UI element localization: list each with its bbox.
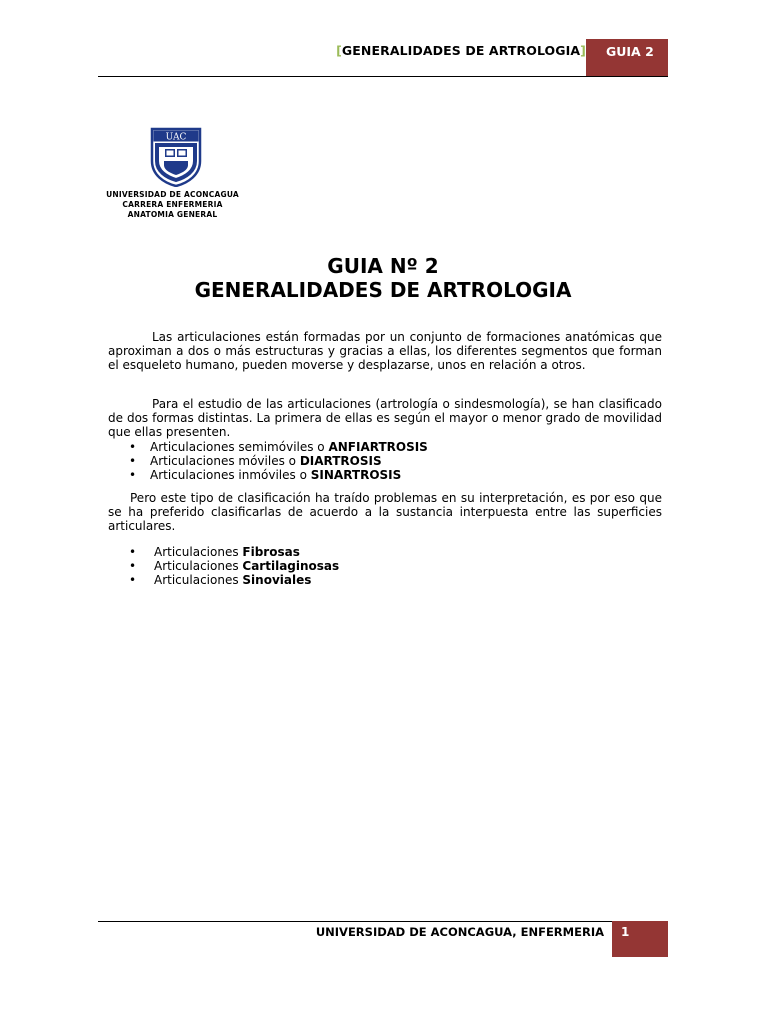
header-guide-badge: GUIA 2 bbox=[586, 39, 668, 76]
list-item-text: Articulaciones semimóviles o bbox=[150, 440, 329, 454]
bullet-icon: • bbox=[129, 545, 137, 559]
page-subtitle: GENERALIDADES DE ARTROLOGIA bbox=[194, 278, 572, 302]
logo-text: UAC bbox=[165, 132, 187, 143]
institution-name: UNIVERSIDAD DE ACONCAGUA bbox=[106, 190, 239, 199]
list-item-text: Articulaciones bbox=[154, 572, 243, 587]
header-title-text: GENERALIDADES DE ARTROLOGIA bbox=[341, 43, 581, 58]
university-crest-icon bbox=[150, 127, 202, 187]
list-item-term: Sinoviales bbox=[242, 572, 312, 587]
list-item-term: DIARTROSIS bbox=[299, 453, 382, 468]
list-item-text: Articulaciones móviles o bbox=[150, 453, 300, 468]
institution-course: ANATOMIA GENERAL bbox=[127, 210, 218, 219]
list-item bbox=[108, 574, 339, 588]
header-bracket-open: [ bbox=[336, 43, 342, 58]
paragraph-substance bbox=[108, 492, 662, 533]
list-item bbox=[108, 441, 428, 455]
mobility-list bbox=[108, 441, 428, 482]
institution-block bbox=[100, 190, 245, 220]
paragraph-substance-text: Pero este tipo de clasificación ha traído problemas en su interpretación, es por eso que se ha preferido clasificarlas de acuerdo a la sustancia interpuesta entre las superficies articulares. bbox=[108, 491, 662, 533]
list-item-text: Articulaciones bbox=[154, 545, 243, 559]
list-item bbox=[108, 455, 428, 469]
institution-career: CARRERA ENFERMERIA bbox=[122, 200, 223, 209]
bullet-icon: • bbox=[129, 453, 137, 468]
header-divider bbox=[98, 76, 668, 77]
list-item-term: Fibrosas bbox=[242, 545, 300, 559]
list-item-term: Cartilaginosas bbox=[242, 558, 340, 573]
page-title: GUIA Nº 2 bbox=[327, 254, 439, 278]
footer-text: UNIVERSIDAD DE ACONCAGUA, ENFERMERIA bbox=[315, 925, 604, 939]
list-item bbox=[108, 546, 339, 560]
list-item-term: SINARTROSIS bbox=[310, 467, 402, 482]
page-number: 1 bbox=[612, 921, 668, 957]
bullet-icon: • bbox=[129, 467, 137, 482]
list-item-text: Articulaciones inmóviles o bbox=[150, 467, 311, 482]
list-item-term: ANFIARTROSIS bbox=[328, 440, 428, 454]
bullet-icon: • bbox=[129, 440, 137, 454]
substance-list bbox=[108, 546, 339, 587]
list-item bbox=[108, 560, 339, 574]
paragraph-classification-text: Para el estudio de las articulaciones (artrología o sindesmología), se han clasificado de dos formas distintas. La primera de ellas es según el mayor o menor grado de movilidad que ellas presenten. bbox=[108, 397, 662, 439]
bullet-icon: • bbox=[129, 558, 137, 573]
footer-divider bbox=[98, 921, 612, 922]
paragraph-classification bbox=[108, 398, 662, 439]
header-bracket-close: ] bbox=[580, 43, 586, 58]
list-item-text: Articulaciones bbox=[154, 558, 243, 573]
paragraph-intro-text: Las articulaciones están formadas por un conjunto de formaciones anatómicas que aproximan a dos o más estructuras y gracias a ellas, los diferentes segmentos que forman el esqueleto humano, pueden moverse y desplazarse, unos en relación a otros. bbox=[108, 330, 662, 372]
header-title bbox=[336, 43, 586, 58]
bullet-icon: • bbox=[129, 572, 137, 587]
list-item bbox=[108, 469, 428, 483]
paragraph-intro bbox=[108, 331, 662, 372]
